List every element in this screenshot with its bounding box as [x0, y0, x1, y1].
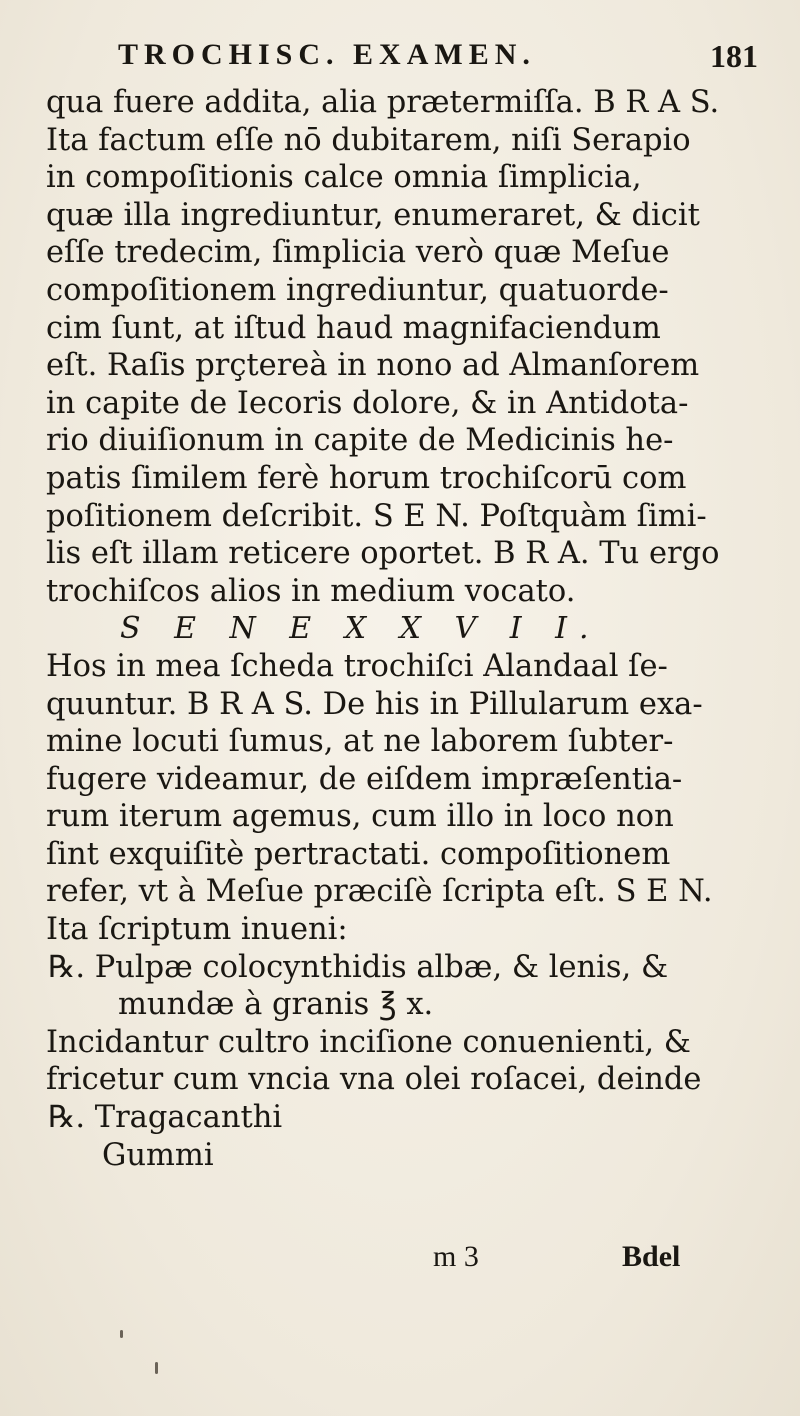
text-line: fugere videamur, de eiſdem impræſentia- — [46, 761, 683, 797]
text-line: rio diuiſionum in capite de Medicinis he- — [46, 423, 674, 459]
text-line: Ita ſcriptum inueni: — [46, 912, 348, 948]
recipe-line: mundæ à granis ℥ x. — [118, 987, 434, 1023]
text-line: Hos in mea ſcheda trochiſci Alandaal ſe- — [46, 648, 668, 684]
recipe-line: ℞. Tragacanthi — [48, 1100, 283, 1136]
signature-mark: m 3 — [433, 1240, 479, 1273]
paper-speck — [155, 1362, 158, 1374]
recipe-line: Gummi — [102, 1137, 214, 1173]
text-line: fricetur cum vncia vna olei roſacei, deinde — [46, 1062, 702, 1098]
page-number: 181 — [710, 38, 758, 74]
text-line: poſitionem deſcribit. S E N. Poſtquàm ſimi- — [46, 498, 707, 534]
text-line: Ita factum eſſe nō dubitarem, niſi Serapio — [46, 122, 691, 158]
page-header — [118, 38, 758, 78]
text-line: compoſitionem ingrediuntur, quatuorde- — [46, 272, 669, 308]
running-head: TROCHISC. EXAMEN. — [118, 38, 536, 71]
text-line: patis ſimilem ferè horum trochiſcorū com — [46, 460, 687, 496]
catchword: Bdel — [622, 1240, 681, 1273]
text-line: qua fuere addita, alia prætermiſſa. B R A S. — [46, 85, 720, 120]
section-heading: S E N E X X V I I. — [120, 611, 601, 647]
text-line: in compoſitionis calce omnia ſimplicia, — [46, 160, 642, 196]
text-line: cim ſunt, at iſtud haud magnifaciendum — [46, 310, 661, 346]
text-line: eſt. Raſis prçtereà in nono ad Almanſorem — [46, 348, 700, 384]
paper-speck — [120, 1330, 123, 1338]
text-line: trochiſcos alios in medium vocato. — [46, 573, 576, 609]
text-line: mine locuti ſumus, at ne laborem ſubter- — [46, 724, 674, 760]
text-line: rum iterum agemus, cum illo in loco non — [46, 799, 674, 835]
text-line: lis eſt illam reticere oportet. B R A. Tu ergo — [46, 536, 720, 572]
text-line: quæ illa ingrediuntur, enumeraret, & dicit — [46, 197, 700, 233]
text-line: in capite de Iecoris dolore, & in Antidota- — [46, 385, 689, 421]
text-line: ſint exquiſitè pertractati. compoſitionem — [46, 836, 671, 872]
page-footer — [0, 1240, 800, 1280]
text-line: quuntur. B R A S. De his in Pillularum exa- — [46, 686, 703, 722]
text-line: eſſe tredecim, ſimplicia verò quæ Meſue — [46, 235, 670, 271]
text-line: refer, vt à Meſue præciſè ſcripta eſt. S E N. — [46, 874, 713, 910]
text-line: Incidantur cultro inciſione conuenienti, & — [46, 1024, 691, 1060]
recipe-line: ℞. Pulpæ colocynthidis albæ, & lenis, & — [48, 949, 669, 985]
body-text — [46, 84, 766, 1174]
